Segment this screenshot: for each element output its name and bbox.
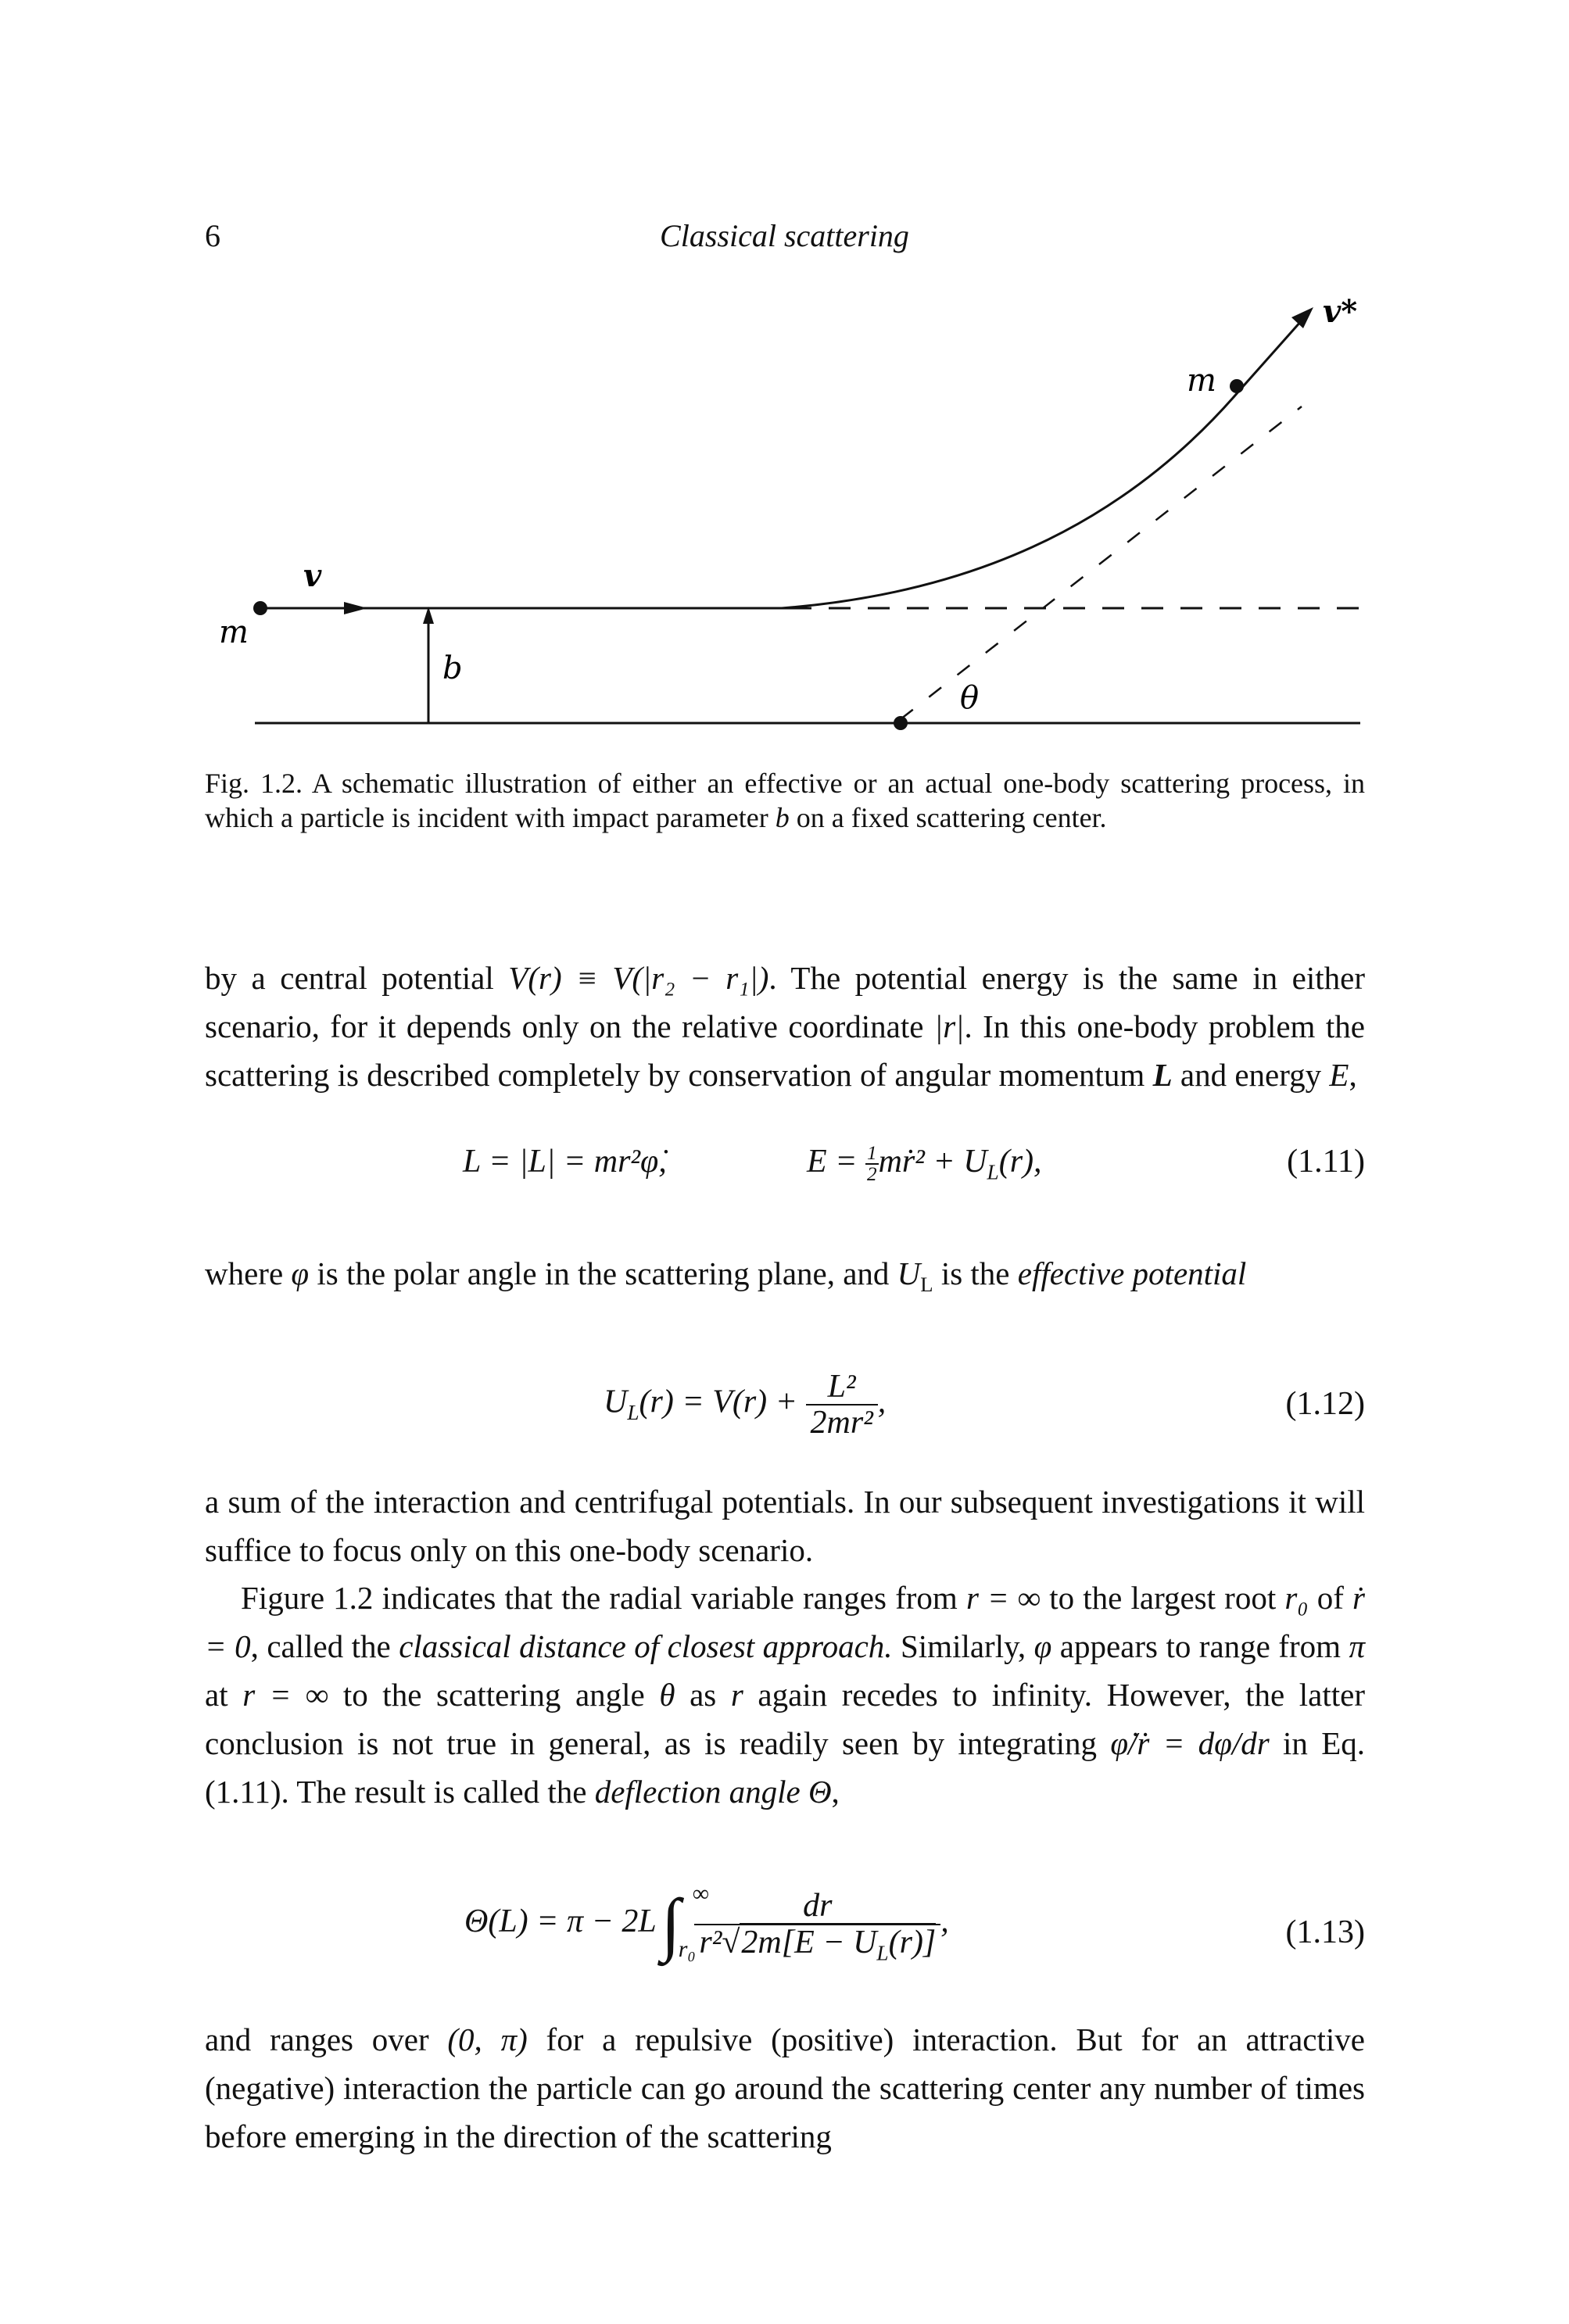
- label-theta: θ: [960, 680, 980, 716]
- text: ,: [1349, 1057, 1357, 1093]
- text: where: [205, 1255, 292, 1291]
- figure-caption: [205, 766, 1365, 835]
- particle-outgoing: [1230, 379, 1244, 393]
- fraction: [694, 1888, 940, 1964]
- text: ,: [831, 1774, 840, 1810]
- equation-1-13: [205, 1876, 1365, 1986]
- math: θ: [659, 1677, 675, 1713]
- caption-var-b: b: [775, 802, 790, 833]
- eq-part: ,: [877, 1384, 887, 1420]
- scattered-trajectory: [782, 391, 1239, 608]
- paragraph-1: [205, 954, 1365, 1099]
- math: φ: [1033, 1628, 1052, 1664]
- text: appears to range from: [1051, 1628, 1349, 1664]
- math: r₀: [1284, 1580, 1309, 1616]
- equation-1-12: [205, 1354, 1365, 1448]
- text: is the: [933, 1255, 1018, 1291]
- subscript: L: [627, 1401, 639, 1425]
- eq-part: mṙ² + U: [878, 1144, 987, 1180]
- text: is the polar angle in the scattering plane, and: [309, 1255, 897, 1291]
- math: r: [730, 1677, 743, 1713]
- outgoing-trajectory: [1239, 320, 1302, 391]
- eq-1-13-body: [464, 1881, 949, 1964]
- fraction: [806, 1370, 878, 1440]
- eq-1-11-right: [807, 1143, 1042, 1185]
- eq-part: U: [604, 1384, 628, 1420]
- caption-prefix: Fig. 1.2. A schematic illustration of either an effective or an actual one-body scattering process, in which a particle is incident with impact parameter: [205, 768, 1365, 833]
- text: , called the: [250, 1628, 399, 1664]
- text: to the largest root: [1041, 1580, 1285, 1616]
- upper-limit: ∞: [692, 1881, 710, 1907]
- paragraph-2: [205, 1249, 1365, 1298]
- label-m-incoming: m: [219, 614, 249, 650]
- eq-number-1-11: (1.11): [1287, 1144, 1365, 1180]
- label-v-incoming: v: [303, 557, 322, 594]
- label-v-star: v*: [1323, 293, 1358, 330]
- math: L: [1152, 1057, 1173, 1093]
- text: of: [1308, 1580, 1353, 1616]
- half-fraction: [865, 1144, 879, 1184]
- text: by a central potential: [205, 960, 509, 996]
- eq-part: (r) = V(r) +: [639, 1384, 806, 1420]
- numerator: 1: [867, 1143, 877, 1165]
- math: ṙ = 0: [205, 1580, 1366, 1664]
- math: π: [1349, 1628, 1365, 1664]
- label-m-outgoing: m: [1187, 363, 1216, 399]
- numerator: L²: [827, 1369, 856, 1405]
- text: . In this one-body problem the scattering is described completely by conservation of angular momentum: [205, 1008, 1365, 1093]
- math: φ̇/ṙ = dφ/dr: [1110, 1725, 1270, 1761]
- eq-part: ,: [940, 1903, 949, 1940]
- paragraph-4: [205, 1574, 1365, 1816]
- eq-part: (r),: [998, 1144, 1042, 1180]
- text: and ranges over: [205, 2021, 448, 2057]
- emphasis: classical distance of closest approach.: [399, 1628, 893, 1664]
- eq-1-11-left: L = |L| = mr²φ̇,: [463, 1144, 667, 1180]
- text: Figure 1.2 indicates that the radial variable ranges from: [241, 1580, 966, 1616]
- text: Similarly,: [892, 1628, 1034, 1664]
- text: again recedes to infinity. However, the latter conclusion is not true in general, as is readily seen by integrating: [205, 1677, 1366, 1761]
- text: to the scattering angle: [328, 1677, 660, 1713]
- numerator: dr: [803, 1888, 833, 1925]
- math: U: [897, 1255, 921, 1291]
- denominator: 2: [867, 1164, 877, 1186]
- text: . The potential energy is the same in either scenario, for it depends only on the relative coordinate: [205, 960, 1365, 1044]
- velocity-arrowhead: [344, 602, 367, 614]
- text: and energy: [1172, 1057, 1330, 1093]
- math: r = ∞: [242, 1677, 329, 1713]
- math: V(r) ≡ V(|r₂ − r₁|): [508, 960, 769, 996]
- emphasis: deflection angle: [594, 1774, 801, 1810]
- den-part: r²: [699, 1924, 722, 1961]
- outgoing-asymptote-dashed: [901, 406, 1302, 719]
- caption-suffix: on a fixed scattering center.: [789, 802, 1107, 833]
- subscript: L: [920, 1273, 933, 1297]
- lower-limit: r₀: [678, 1936, 696, 1962]
- eq-part: Θ(L) = π − 2L: [464, 1903, 657, 1940]
- denominator: 2mr²: [806, 1404, 878, 1440]
- running-title: Classical scattering: [660, 218, 909, 253]
- outgoing-arrowhead: [1291, 307, 1313, 328]
- math: (0, π): [447, 2021, 528, 2057]
- eq-1-12-body: [604, 1370, 886, 1440]
- den-part: (r)]: [888, 1924, 937, 1961]
- paragraph-5: [205, 2015, 1365, 2161]
- denominator: $r^2√2m[E - U_L(r)]$: [694, 1924, 940, 1960]
- page-number: 6: [205, 218, 220, 253]
- label-b: b: [442, 650, 463, 686]
- scattering-figure: [0, 0, 1569, 766]
- subscript: L: [987, 1160, 999, 1184]
- sqrt-body: [740, 1923, 937, 1964]
- math: |r|: [933, 1008, 965, 1044]
- equation-1-11: [205, 1143, 1365, 1190]
- emphasis: effective potential: [1017, 1255, 1247, 1291]
- eq-number-1-12: (1.12): [1285, 1386, 1365, 1422]
- subscript: L: [876, 1940, 889, 1964]
- integral-sign: ∫ ∞ r₀: [661, 1881, 710, 1963]
- text: for a repulsive (positive) interaction. But for an attractive (negative) interaction the particle can go around the scattering center any number of times before emerging in the direction of the scattering: [205, 2021, 1365, 2154]
- eq-number-1-13: (1.13): [1285, 1914, 1365, 1950]
- math: Θ: [800, 1774, 832, 1810]
- eq-part: E =: [807, 1144, 865, 1180]
- den-part: 2m[E − U: [741, 1924, 877, 1961]
- paragraph-3: a sum of the interaction and centrifugal potentials. In our subsequent investigations it will suffice to focus only on this one-body scenario.: [205, 1484, 1365, 1568]
- text: as: [675, 1677, 731, 1713]
- math: φ: [291, 1255, 310, 1291]
- text: at: [205, 1677, 243, 1713]
- scattering-center: [894, 716, 908, 730]
- math: E: [1329, 1057, 1349, 1093]
- particle-incoming: [253, 601, 267, 615]
- math: r = ∞: [965, 1580, 1041, 1616]
- text: in Eq. (1.11). The result is called the: [205, 1725, 1365, 1810]
